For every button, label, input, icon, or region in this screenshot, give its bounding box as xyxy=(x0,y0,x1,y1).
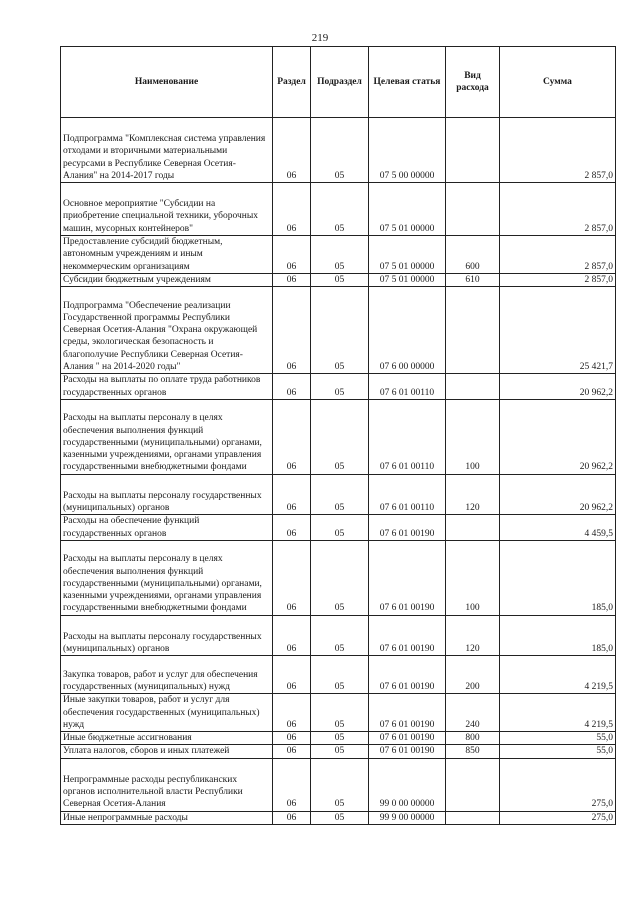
row-target: 07 5 01 00000 xyxy=(369,236,446,274)
row-subsection: 05 xyxy=(311,745,369,758)
row-name: Предоставление субсидий бюджетным, автономным учреждениям и иным некоммерческим организациям xyxy=(61,236,273,274)
row-subsection: 05 xyxy=(311,758,369,811)
row-subsection: 05 xyxy=(311,118,369,183)
row-name: Расходы на выплаты персоналу в целях обеспечения выполнения функций государственными (муниципальными) органами, казенными учреждениями, органами управления государственными внебюджетными фондами xyxy=(61,540,273,615)
header-sum: Сумма xyxy=(500,47,616,118)
row-name: Уплата налогов, сборов и иных платежей xyxy=(61,745,273,758)
row-expense-type: 120 xyxy=(446,615,500,656)
row-name: Расходы на выплаты персоналу в целях обеспечения выполнения функций государственными (муниципальными) органами, казенными учреждениями, органами управления государственными внебюджетными фондами xyxy=(61,399,273,474)
row-subsection: 05 xyxy=(311,474,369,515)
row-expense-type xyxy=(446,118,500,183)
row-target: 07 6 01 00190 xyxy=(369,694,446,732)
row-target: 07 6 01 00190 xyxy=(369,540,446,615)
row-section: 06 xyxy=(273,540,311,615)
row-section: 06 xyxy=(273,811,311,824)
row-expense-type xyxy=(446,287,500,374)
row-sum: 185,0 xyxy=(500,615,616,656)
row-expense-type: 100 xyxy=(446,540,500,615)
row-name: Иные бюджетные ассигнования xyxy=(61,732,273,745)
table-row xyxy=(61,656,616,694)
row-sum: 275,0 xyxy=(500,811,616,824)
row-sum: 2 857,0 xyxy=(500,236,616,274)
row-subsection: 05 xyxy=(311,236,369,274)
row-section: 06 xyxy=(273,399,311,474)
header-name: Наименование xyxy=(61,47,273,118)
row-expense-type xyxy=(446,515,500,541)
row-expense-type: 120 xyxy=(446,474,500,515)
row-expense-type: 610 xyxy=(446,273,500,286)
row-section: 06 xyxy=(273,287,311,374)
row-name: Субсидии бюджетным учреждениям xyxy=(61,273,273,286)
page-number: 219 xyxy=(311,32,329,44)
budget-table xyxy=(60,46,616,825)
row-section: 06 xyxy=(273,374,311,400)
row-section: 06 xyxy=(273,656,311,694)
row-expense-type xyxy=(446,811,500,824)
row-subsection: 05 xyxy=(311,540,369,615)
row-expense-type: 600 xyxy=(446,236,500,274)
table-row xyxy=(61,118,616,183)
row-target: 07 5 00 00000 xyxy=(369,118,446,183)
row-subsection: 05 xyxy=(311,615,369,656)
table-row xyxy=(61,183,616,236)
row-target: 99 9 00 00000 xyxy=(369,811,446,824)
row-expense-type: 100 xyxy=(446,399,500,474)
row-name: Основное мероприятие "Субсидии на приобретение специальной техники, уборочных машин, мусорных контейнеров" xyxy=(61,183,273,236)
row-sum: 4 219,5 xyxy=(500,656,616,694)
row-target: 07 6 01 00190 xyxy=(369,745,446,758)
table-row xyxy=(61,732,616,745)
row-section: 06 xyxy=(273,474,311,515)
row-name: Закупка товаров, работ и услуг для обеспечения государственных (муниципальных) нужд xyxy=(61,656,273,694)
table-row xyxy=(61,374,616,400)
header-target: Целевая статья xyxy=(369,47,446,118)
row-target: 07 6 01 00190 xyxy=(369,615,446,656)
row-section: 06 xyxy=(273,183,311,236)
row-target: 07 5 01 00000 xyxy=(369,183,446,236)
table-row xyxy=(61,399,616,474)
row-name: Расходы на обеспечение функций государственных органов xyxy=(61,515,273,541)
row-section: 06 xyxy=(273,745,311,758)
row-target: 07 6 01 00110 xyxy=(369,374,446,400)
row-target: 99 0 00 00000 xyxy=(369,758,446,811)
table-row xyxy=(61,287,616,374)
row-section: 06 xyxy=(273,758,311,811)
row-expense-type: 240 xyxy=(446,694,500,732)
row-subsection: 05 xyxy=(311,399,369,474)
row-sum: 185,0 xyxy=(500,540,616,615)
row-subsection: 05 xyxy=(311,732,369,745)
row-expense-type xyxy=(446,183,500,236)
row-target: 07 6 01 00190 xyxy=(369,515,446,541)
row-name: Расходы на выплаты персоналу государственных (муниципальных) органов xyxy=(61,474,273,515)
row-sum: 4 459,5 xyxy=(500,515,616,541)
table-row xyxy=(61,615,616,656)
row-target: 07 6 01 00110 xyxy=(369,399,446,474)
row-name: Подпрограмма "Комплексная система управления отходами и вторичными материальными ресурсами в Республике Северная Осетия-Алания" на 2014-2017 годы xyxy=(61,118,273,183)
table-row xyxy=(61,515,616,541)
row-sum: 2 857,0 xyxy=(500,118,616,183)
row-section: 06 xyxy=(273,694,311,732)
table-row xyxy=(61,745,616,758)
row-name: Расходы на выплаты персоналу государственных (муниципальных) органов xyxy=(61,615,273,656)
header-subsection: Подраздел xyxy=(311,47,369,118)
row-subsection: 05 xyxy=(311,183,369,236)
row-name: Расходы на выплаты по оплате труда работников государственных органов xyxy=(61,374,273,400)
table-row xyxy=(61,474,616,515)
row-sum: 4 219,5 xyxy=(500,694,616,732)
row-subsection: 05 xyxy=(311,273,369,286)
row-sum: 55,0 xyxy=(500,732,616,745)
row-target: 07 6 01 00110 xyxy=(369,474,446,515)
row-subsection: 05 xyxy=(311,374,369,400)
row-subsection: 05 xyxy=(311,515,369,541)
row-name: Подпрограмма "Обеспечение реализации Государственной программы Республики Северная Осетия-Алания "Охрана окружающей среды, экологическая безопасность и благополучие Республики Северная Осетия-Алания " на 2014-2020 годы" xyxy=(61,287,273,374)
row-name: Иные непрограммные расходы xyxy=(61,811,273,824)
header-section: Раздел xyxy=(273,47,311,118)
row-expense-type: 800 xyxy=(446,732,500,745)
row-sum: 55,0 xyxy=(500,745,616,758)
row-name: Иные закупки товаров, работ и услуг для обеспечения государственных (муниципальных) нужд xyxy=(61,694,273,732)
header-expense-type: Вид расхода xyxy=(446,47,500,118)
row-sum: 20 962,2 xyxy=(500,374,616,400)
row-name: Непрограммные расходы республиканских органов исполнительной власти Республики Северная Осетия-Алания xyxy=(61,758,273,811)
row-target: 07 5 01 00000 xyxy=(369,273,446,286)
row-sum: 275,0 xyxy=(500,758,616,811)
row-subsection: 05 xyxy=(311,656,369,694)
table-row xyxy=(61,758,616,811)
row-sum: 20 962,2 xyxy=(500,399,616,474)
table-row xyxy=(61,811,616,824)
row-sum: 2 857,0 xyxy=(500,183,616,236)
row-target: 07 6 01 00190 xyxy=(369,656,446,694)
row-expense-type xyxy=(446,758,500,811)
row-section: 06 xyxy=(273,515,311,541)
row-expense-type: 850 xyxy=(446,745,500,758)
row-section: 06 xyxy=(273,615,311,656)
row-subsection: 05 xyxy=(311,287,369,374)
row-subsection: 05 xyxy=(311,811,369,824)
row-section: 06 xyxy=(273,236,311,274)
table-row xyxy=(61,236,616,274)
row-sum: 25 421,7 xyxy=(500,287,616,374)
row-section: 06 xyxy=(273,273,311,286)
table-header-row xyxy=(61,47,616,118)
row-sum: 20 962,2 xyxy=(500,474,616,515)
row-expense-type: 200 xyxy=(446,656,500,694)
row-target: 07 6 01 00190 xyxy=(369,732,446,745)
table-row xyxy=(61,273,616,286)
table-row xyxy=(61,694,616,732)
row-target: 07 6 00 00000 xyxy=(369,287,446,374)
row-sum: 2 857,0 xyxy=(500,273,616,286)
row-subsection: 05 xyxy=(311,694,369,732)
row-expense-type xyxy=(446,374,500,400)
row-section: 06 xyxy=(273,732,311,745)
row-section: 06 xyxy=(273,118,311,183)
table-row xyxy=(61,540,616,615)
